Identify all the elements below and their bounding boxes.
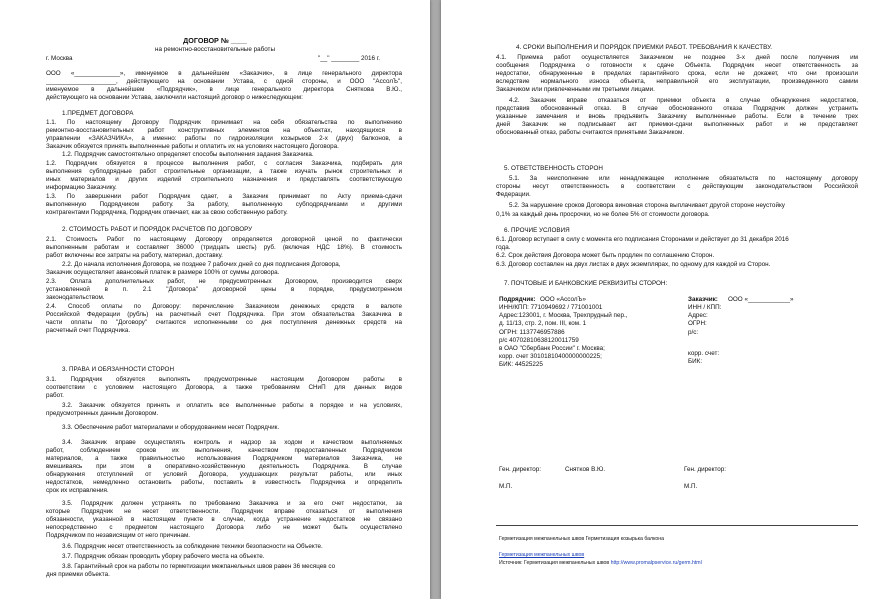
section-line: выполненным работам и составляет 36000 (тридцать шесть) руб. (включая НДС 18%). В стоимость: [46, 244, 402, 251]
contract-page-2: [441, 0, 877, 599]
footer-link[interactable]: Герметизация межпанельных швов: [499, 552, 585, 558]
contractor-detail: ИНН/КПП: 7710949692 / 771001001: [499, 304, 603, 311]
section-line: 3.4. Заказчик вправе осуществлять контроль и надзор за ходом и качеством выполняемых: [62, 439, 402, 446]
section-line: 3.6. Подрядчик несет ответственность за соблюдение техники безопасности на Объекте.: [62, 543, 323, 550]
section-line: соответствии с условием настоящего Договора, а также требованиям СНиП для данных видов: [46, 384, 402, 391]
section-line: которые Подрядчик не несет ответственности. Подрядчик вправе отказаться от выполнения: [46, 508, 402, 515]
section-line: 6.1. Договор вступает в силу с момента его подписания Сторонами и действует до 31 декабря 2016: [496, 236, 789, 243]
section-line: 2.1. Стоимость Работ по настоящему Договору определяется договорной ценой по фактически: [46, 236, 402, 243]
section-line: Подрядчиком по независящим от него причинам.: [46, 532, 191, 539]
parties-line: действующего на основании Устава, заключили настоящий договор о нижеследующем:: [46, 94, 303, 101]
parties-line: именуемое в дальнейшем «Подрядчик», в лице генерального директора Снятκова В.Ю.,: [46, 86, 402, 93]
section-line: Заказчиком или привлеченными им третьими лицами.: [496, 86, 655, 93]
contract-title: ДОГОВОР № ____: [183, 36, 247, 45]
section-line: контрагентами Подрядчика, Подрядчик отвечает, как за свою собственную работу.: [46, 209, 288, 216]
sign-left-label: Ген. директор:: [499, 466, 542, 473]
section-line: обнаружения отступлений от условий Договора, ухудшающих результат работы, или иных: [46, 471, 402, 478]
section-line: 1.1. По настоящему Договору Подрядчик принимает на себя обязательства по выполнению: [46, 119, 402, 126]
customer-detail: ОГРН:: [688, 320, 707, 327]
parties-line: ____________________, действующего на основании Устава, с одной стороны, и ООО "АссолЪ",: [46, 78, 402, 85]
section-title: 4. СРОКИ ВЫПОЛНЕНИЯ И ПОРЯДОК ПРИЕМКИ РАБОТ. ТРЕБОВАНИЯ К КАЧЕСТВУ.: [516, 44, 772, 51]
section-line: 3.7. Подрядчик обязан проводить уборку рабочего места на объекте.: [62, 553, 265, 560]
section-line: обоснованный отказ, работы считаются принятыми Заказчиком.: [496, 129, 685, 136]
section-line: расчетный счет Подрядчика.: [46, 327, 131, 334]
section-line: 4.2. Заказчик вправе отказаться от приемки объекта в случае обнаружения недостатков,: [509, 97, 858, 104]
section-line: дней Заказчик не подписывает акт приемки-сдачи выполненных работ и не представляет: [496, 121, 858, 128]
footer-source: [499, 559, 702, 567]
customer-detail: ООО «____________»: [728, 296, 794, 303]
section-title: 3. ПРАВА И ОБЯЗАННОСТИ СТОРОН: [62, 366, 174, 373]
section-title: 1.ПРЕДМЕТ ДОГОВОРА: [62, 110, 134, 117]
footer-source-link[interactable]: http://www.promalpservice.ru/germ.html: [610, 560, 702, 566]
section-line: предусмотренных данным Договором.: [46, 410, 159, 417]
section-line: управлении «ЗАКАЗЧИКА», а именно: работы по гидроизоляции козырьков 2-х (двух) балконов, а: [46, 135, 402, 142]
contractor-detail: р/с 40702810638120011759: [499, 337, 579, 344]
section-line: вмешиваясь при этом в оперативно-хозяйственную деятельность Подрядчика. В случае: [46, 463, 402, 470]
section-line: 2.3. Оплата дополнительных работ, не предусмотренных Договором, производится сверх: [46, 278, 402, 285]
section-line: 5.2. За нарушение сроков Договора виновная сторона выплачивает другой стороне неустойку: [509, 202, 785, 209]
section-line: сообщения Подрядчика о готовности к сдаче Объекта. Подрядчик несет ответственность за: [496, 62, 858, 69]
customer-detail: ИНН / КПП:: [688, 304, 722, 311]
stamp-right: М.П.: [684, 483, 698, 490]
section-line: иных материалов и других изделий строительного назначения и представлять соответствующую: [46, 176, 402, 183]
contractor-detail: Адрес:123001, г. Москва, Трехпрудный пер.,: [499, 312, 628, 319]
section-title: 7. ПОЧТОВЫЕ И БАНКОВСКИЕ РЕКВИЗИТЫ СТОРОН:: [504, 280, 668, 287]
footer-source-label: Источник: Герметизация межпанельных швов: [499, 560, 610, 566]
contractor-detail: д. 11/13, стр. 2, пом. III, ком. 1: [499, 320, 587, 327]
section-line: 6.3. Договор составлен на двух листах в двух экземплярах, по одному для каждой из Сторон.: [496, 261, 771, 268]
section-line: непосредственно с предметом настоящего Договора либо не может быть осуществлено: [46, 524, 402, 531]
section-line: 1.3. По завершении работ Подрядчик сдает, а Заказчик принимает по Акту приема-сдачи: [46, 193, 402, 200]
section-line: 6.2. Срок действия Договора может быть продлен по соглашению Сторон.: [496, 252, 715, 259]
contractor-detail: БИК: 44525225: [499, 361, 543, 368]
contract-page-1: [0, 0, 430, 599]
contractor-detail: в ОАО "Сбербанк России" г. Москва;: [499, 345, 605, 352]
contract-date: "__" ________ 2016 г.: [318, 55, 381, 62]
section-line: законодательством.: [46, 294, 105, 301]
section-line: 1.2. Подрядчик самостоятельно определяет способы выполнения задания Заказчика.: [62, 151, 314, 158]
customer-detail: БИК:: [688, 358, 703, 365]
section-line: 0,1% за каждый день просрочки, но не более 5% от стоимости договора.: [496, 211, 710, 218]
customer-detail: Адрес:: [688, 312, 708, 319]
section-line: обязанности, указанной в настоящем пункте в случае, когда устранение недостатков не связано: [46, 516, 402, 523]
section-line: части оплаты по "Договору" считаются исполненными со дня поступления денежных средств на: [46, 319, 402, 326]
section-line: Российской Федерации (рубль) на расчетный счет Подрядчика. При этом обязательства Заказчика в: [46, 311, 402, 318]
section-title: 2. СТОИМОСТЬ РАБОТ И ПОРЯДОК РАСЧЕТОВ ПО ДОГОВОРУ: [62, 226, 253, 233]
section-line: 3.8. Гарантийный срок на работы по герметизации межпанельных швов равен 36 месяцев со: [62, 563, 336, 570]
section-line: Заказчик осуществляет авансовый платеж в размере 100% от суммы договора.: [46, 269, 280, 276]
parties-line: ООО «_____________», именуемое в дальнейшем «Заказчик», в лице генерального директора: [46, 70, 402, 77]
section-line: 5.1. За неисполнение или ненадлежащее исполнение обязательств по настоящему договору: [509, 175, 858, 182]
section-line: установленной в п. 2.1 "Договора" договорной цены в порядке, предусмотренном: [46, 286, 402, 293]
section-line: дня приемки объекта.: [46, 571, 110, 578]
section-line: работ, соблюдением сроков их выполнения, качеством предоставленных Подрядчиком: [46, 447, 402, 454]
customer-detail: корр. счет:: [688, 350, 720, 357]
footer-caption: Герметизация межпанельных швов Герметизация козырька балкона: [499, 536, 665, 542]
section-line: указанные замечания и вновь предъявить Заказчику выполненные работы. Если в течение трех: [496, 113, 858, 120]
contractor-detail: ООО «АссолЪ»: [540, 296, 587, 303]
section-line: 2.2. До начала исполнения Договора, не позднее 7 рабочих дней со дня подписания Договора,: [62, 261, 341, 268]
section-line: Заказчик обязуется принять выполненные работы и оплатить их на условиях настоящего Договора.: [46, 143, 339, 150]
section-line: ремонтно-восстановительных работ конструктивных элементов на объектах, находящихся в: [46, 127, 402, 134]
section-line: выполненную Подрядчиком работу. За работу, выполненную субподрядчиками и другими: [46, 201, 402, 208]
section-line: 3.5. Подрядчик должен устранять по требованию Заказчика и за его счет недостатки, за: [62, 500, 402, 507]
section-line: работ включены все затраты на работу, материал, доставку.: [46, 252, 223, 259]
stamp-left: М.П.: [499, 483, 513, 490]
section-line: стороны несут ответственность в соответствии с действующим законодательством Российской: [496, 183, 858, 190]
section-line: недостатки, обнаруженные в пределах гарантийного срока, если не докажет, что они произошли: [496, 70, 858, 77]
contractor-label: Подрядчик:: [499, 296, 536, 303]
section-line: вследствие нормального износа объекта, неправильной его эксплуатации, произведенного самим: [496, 78, 858, 85]
section-line: 3.3. Обеспечение работ материалами и оборудованием несет Подрядчик.: [62, 424, 280, 431]
section-line: информацию Заказчику.: [46, 184, 117, 191]
section-line: выполнения субподрядные работ строительные организации, а также изучать рынок строительных и: [46, 168, 402, 175]
sign-left-name: Снятκов В.Ю.: [565, 466, 606, 473]
section-line: представив обоснованный отказ. В случае обоснованного отказа Подрядчик должен устранить: [496, 105, 858, 112]
section-title: 6. ПРОЧИЕ УСЛОВИЯ: [504, 227, 570, 234]
section-title: 5. ОТВЕТСТВЕННОСТЬ СТОРОН: [504, 165, 603, 172]
footer-divider: [496, 525, 858, 526]
contract-subtitle: на ремонтно-восстановительные работы: [155, 46, 275, 53]
section-line: 1.2. Подрядчик обязуется в процессе выполнения работ, с согласия Заказчика, подбирать для: [46, 160, 402, 167]
customer-detail: р/с:: [688, 329, 699, 336]
section-line: года.: [496, 244, 511, 251]
sign-right-label: Ген. директор:: [684, 466, 727, 473]
contract-city: г. Москва: [46, 55, 73, 62]
section-line: работ.: [46, 392, 64, 399]
section-line: 3.2. Заказчик обязуется принять и оплатить все выполненные работы в порядке и на условиях,: [62, 402, 402, 409]
section-line: 2.4. Способ оплаты по Договору: перечисление Заказчиком денежных средств в валюте: [46, 303, 402, 310]
section-line: срок их исправления.: [46, 487, 109, 494]
customer-label: Заказчик:: [688, 296, 718, 303]
contractor-detail: корр. счет 30101810400000000225;: [499, 353, 602, 360]
contractor-detail: ОГРН: 1137746957886: [499, 329, 565, 336]
section-line: материалов, а также правильностью использования Подрядчиком материалов Заказчика, не: [46, 455, 402, 462]
section-line: 4.1. Приемка работ осуществляется Заказчиком не позднее 3-х дней после получения им: [496, 54, 858, 61]
section-line: недостатков, немедленно остановить работы, поставить в известность Подрядчика и определить: [46, 479, 402, 486]
section-line: Федерации.: [496, 191, 531, 198]
section-line: 3.1. Подрядчик обязуется выполнять предусмотренные настоящим Договором работы в: [46, 376, 402, 383]
